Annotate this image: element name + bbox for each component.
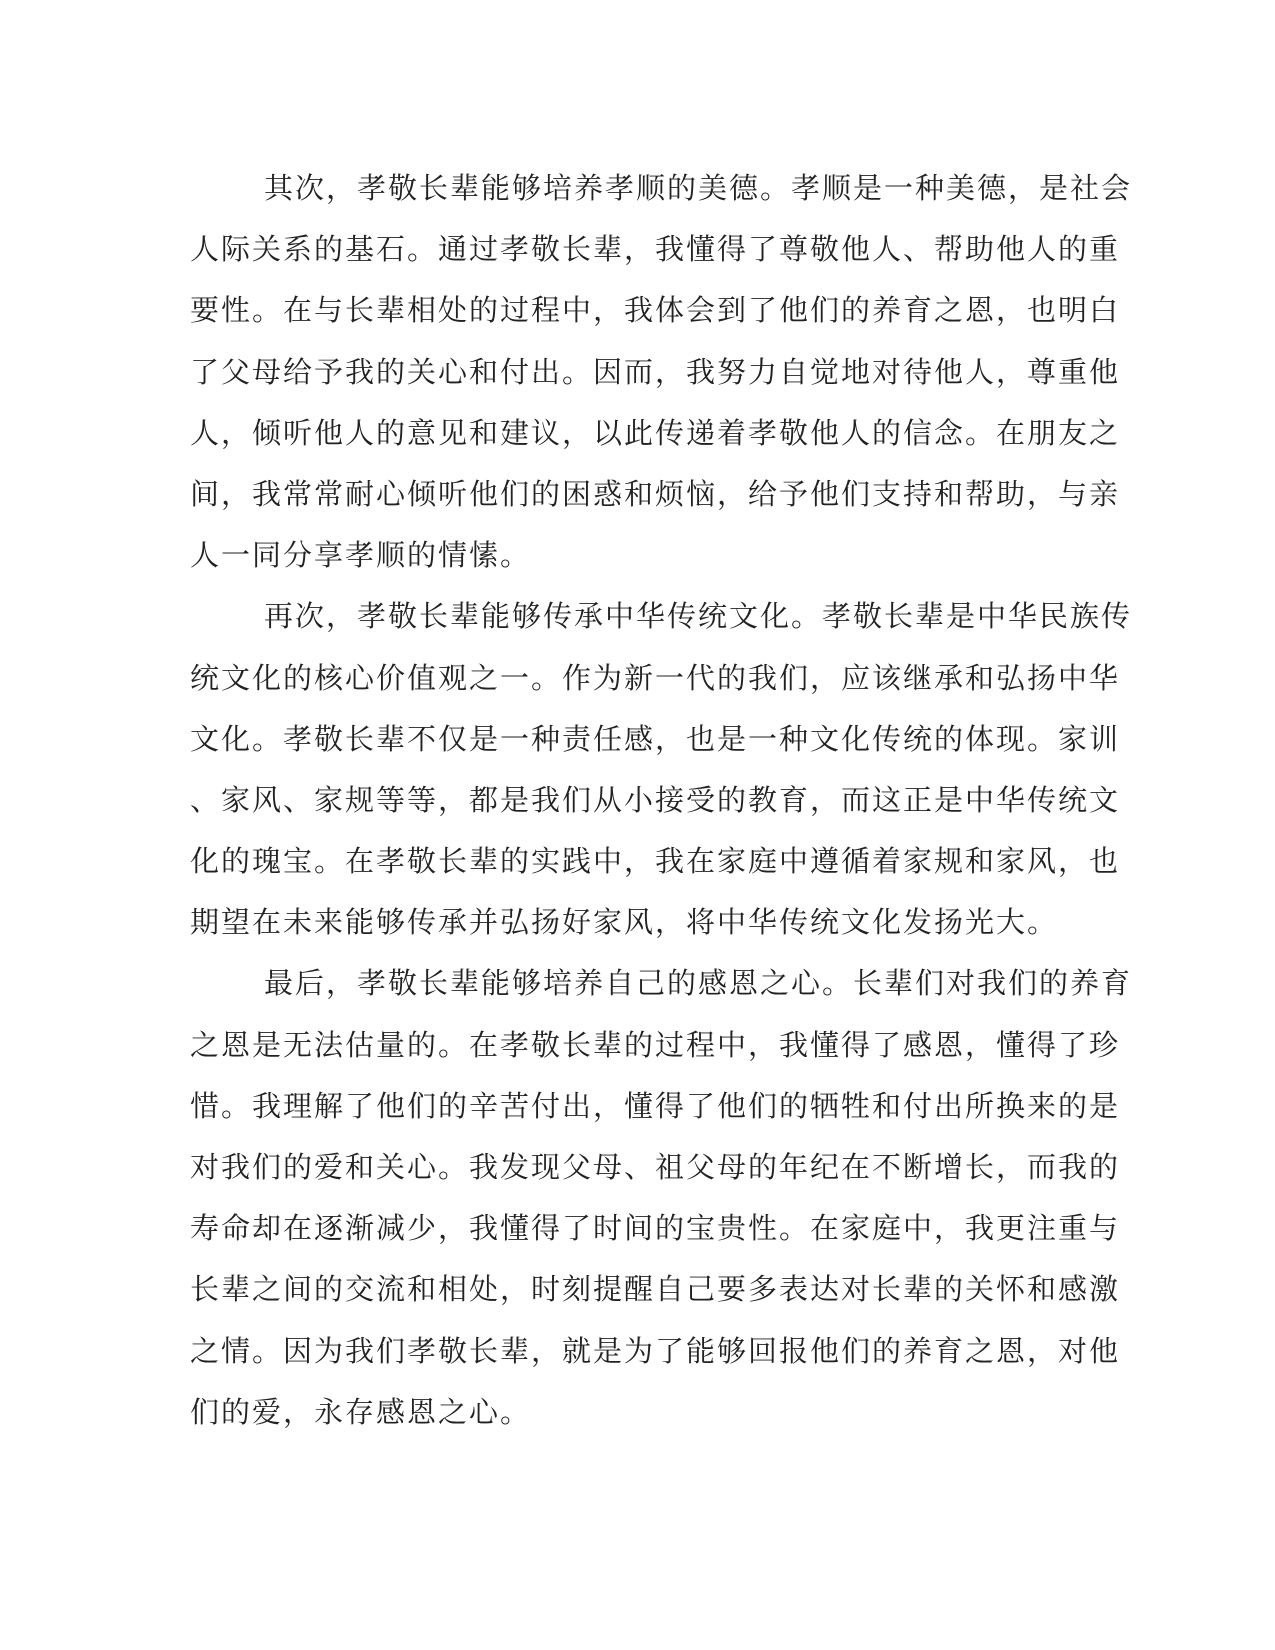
text-line: 之恩是无法估量的。在孝敬长辈的过程中，我懂得了感恩，懂得了珍 xyxy=(190,1027,1121,1062)
paragraph-3 xyxy=(190,953,1133,1443)
text-line: 们的爱，永存感恩之心。 xyxy=(190,1394,532,1429)
text-line: 人一同分享孝顺的情愫。 xyxy=(190,538,532,573)
document-body xyxy=(190,158,1133,1443)
text-line: 了父母给予我的关心和付出。因而，我努力自觉地对待他人，尊重他 xyxy=(190,354,1121,389)
text-line: 期望在未来能够传承并弘扬好家风，将中华传统文化发扬光大。 xyxy=(190,905,1059,940)
text-line: 再次，孝敬长辈能够传承中华传统文化。孝敬长辈是中华民族传 xyxy=(264,599,1133,634)
text-line: 之情。因为我们孝敬长辈，就是为了能够回报他们的养育之恩，对他 xyxy=(190,1333,1121,1368)
text-line: 间，我常常耐心倾听他们的困惑和烦恼，给予他们支持和帮助，与亲 xyxy=(190,476,1121,511)
paragraph-1 xyxy=(190,158,1133,586)
text-line: 人，倾听他人的意见和建议，以此传递着孝敬他人的信念。在朋友之 xyxy=(190,415,1121,450)
text-line: 惜。我理解了他们的辛苦付出，懂得了他们的牺牲和付出所换来的是 xyxy=(190,1088,1121,1123)
text-line: 长辈之间的交流和相处，时刻提醒自己要多表达对长辈的关怀和感激 xyxy=(190,1272,1121,1307)
text-line: 最后，孝敬长辈能够培养自己的感恩之心。长辈们对我们的养育 xyxy=(264,966,1133,1001)
text-line: 对我们的爱和关心。我发现父母、祖父母的年纪在不断增长，而我的 xyxy=(190,1150,1121,1184)
text-line: 化的瑰宝。在孝敬长辈的实践中，我在家庭中遵循着家规和家风，也 xyxy=(190,844,1121,879)
text-line: 、家风、家规等等，都是我们从小接受的教育，而这正是中华传统文 xyxy=(190,782,1121,817)
text-line: 人际关系的基石。通过孝敬长辈，我懂得了尊敬他人、帮助他人的重 xyxy=(190,232,1121,267)
paragraph-2 xyxy=(190,586,1133,953)
text-line: 其次，孝敬长辈能够培养孝顺的美德。孝顺是一种美德，是社会 xyxy=(264,171,1133,205)
text-line: 要性。在与长辈相处的过程中，我体会到了他们的养育之恩，也明白 xyxy=(190,293,1121,328)
text-line: 统文化的核心价值观之一。作为新一代的我们，应该继承和弘扬中华 xyxy=(190,660,1121,695)
text-line: 寿命却在逐渐减少，我懂得了时间的宝贵性。在家庭中，我更注重与 xyxy=(190,1211,1121,1246)
text-line: 文化。孝敬长辈不仅是一种责任感，也是一种文化传统的体现。家训 xyxy=(190,721,1121,756)
